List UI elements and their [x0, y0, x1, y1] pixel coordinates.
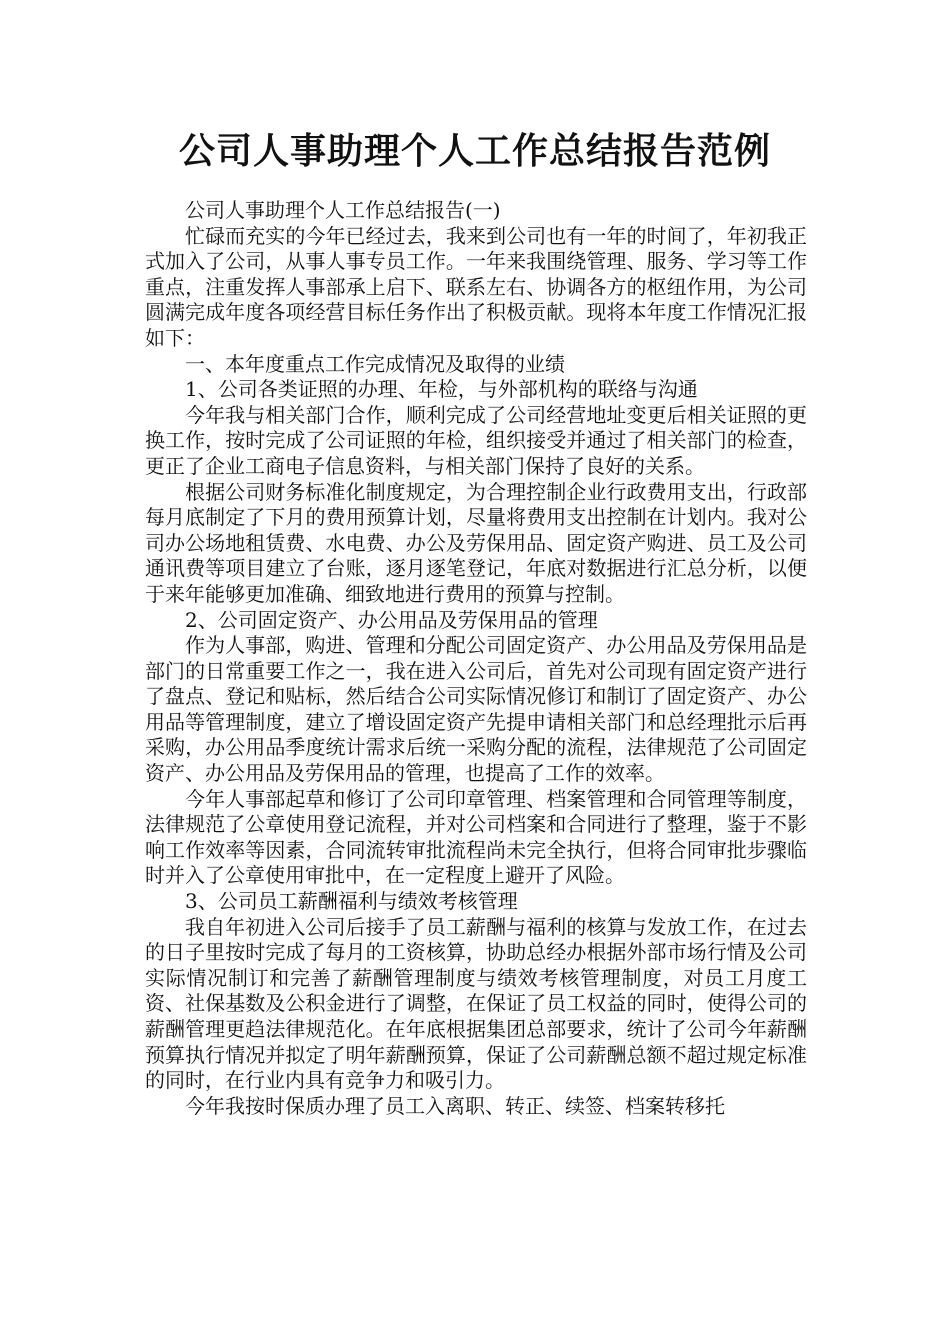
- document-body: [145, 198, 807, 1119]
- subsection-heading-3: 3、公司员工薪酬福利与绩效考核管理: [185, 889, 518, 914]
- subsection-heading-1: 1、公司各类证照的办理、年检，与外部机构的联络与沟通: [185, 377, 698, 402]
- document-title: 公司人事助理个人工作总结报告范例: [178, 131, 771, 172]
- section-heading-1: 一、本年度重点工作完成情况及取得的业绩: [185, 351, 565, 376]
- paragraph: 今年人事部起草和修订了公司印章管理、档案管理和合同管理等制度，法律规范了公章使用登记流程，并对公司档案和合同进行了整理，鉴于不影响工作效率等因素，合同流转审批流程尚未完全执行，但将合同审批步骤临时并入了公章使用审批中，在一定程度上避开了风险。: [145, 786, 807, 888]
- subsection-heading-2: 2、公司固定资产、办公用品及劳保用品的管理: [185, 607, 598, 632]
- paragraph: 作为人事部，购进、管理和分配公司固定资产、办公用品及劳保用品是部门的日常重要工作之一，我在进入公司后，首先对公司现有固定资产进行了盘点、登记和贴标，然后结合公司实际情况修订和制订了固定资产、办公用品等管理制度，建立了增设固定资产先提申请相关部门和总经理批示后再采购，办公用品季度统计需求后统一采购分配的流程，法律规范了公司固定资产、办公用品及劳保用品的管理，也提高了工作的效率。: [145, 633, 807, 786]
- paragraph: 根据公司财务标准化制度规定，为合理控制企业行政费用支出，行政部每月底制定了下月的费用预算计划，尽量将费用支出控制在计划内。我对公司办公场地租赁费、水电费、办公及劳保用品、固定资产购进、员工及公司通讯费等项目建立了台账，逐月逐笔登记，年底对数据进行汇总分析，以便于来年能够更加准确、细致地进行费用的预算与控制。: [145, 479, 807, 606]
- paragraph: 今年我与相关部门合作，顺利完成了公司经营地址变更后相关证照的更换工作，按时完成了公司证照的年检，组织接受并通过了相关部门的检查，更正了企业工商电子信息资料，与相关部门保持了良好的关系。: [145, 402, 807, 478]
- paragraph: 今年我按时保质办理了员工入离职、转正、续签、档案转移托: [185, 1093, 725, 1118]
- report-subtitle: 公司人事助理个人工作总结报告(一): [185, 198, 501, 222]
- paragraph-intro: 忙碌而充实的今年已经过去，我来到公司也有一年的时间了，年初我正式加入了公司，从事人事专员工作。一年来我围绕管理、服务、学习等工作重点，注重发挥人事部承上启下、联系左右、协调各方的枢纽作用，为公司圆满完成年度各项经营目标任务作出了积极贡献。现将本年度工作情况汇报如下：: [145, 223, 807, 350]
- paragraph: 我自年初进入公司后接手了员工薪酬与福利的核算与发放工作，在过去的日子里按时完成了每月的工资核算，协助总经办根据外部市场行情及公司实际情况制订和完善了薪酬管理制度与绩效考核管理制度，对员工月度工资、社保基数及公积金进行了调整，在保证了员工权益的同时，使得公司的薪酬管理更趋法律规范化。在年底根据集团总部要求，统计了公司今年薪酬预算执行情况并拟定了明年薪酬预算，保证了公司薪酬总额不超过规定标准的同时，在行业内具有竞争力和吸引力。: [145, 914, 807, 1093]
